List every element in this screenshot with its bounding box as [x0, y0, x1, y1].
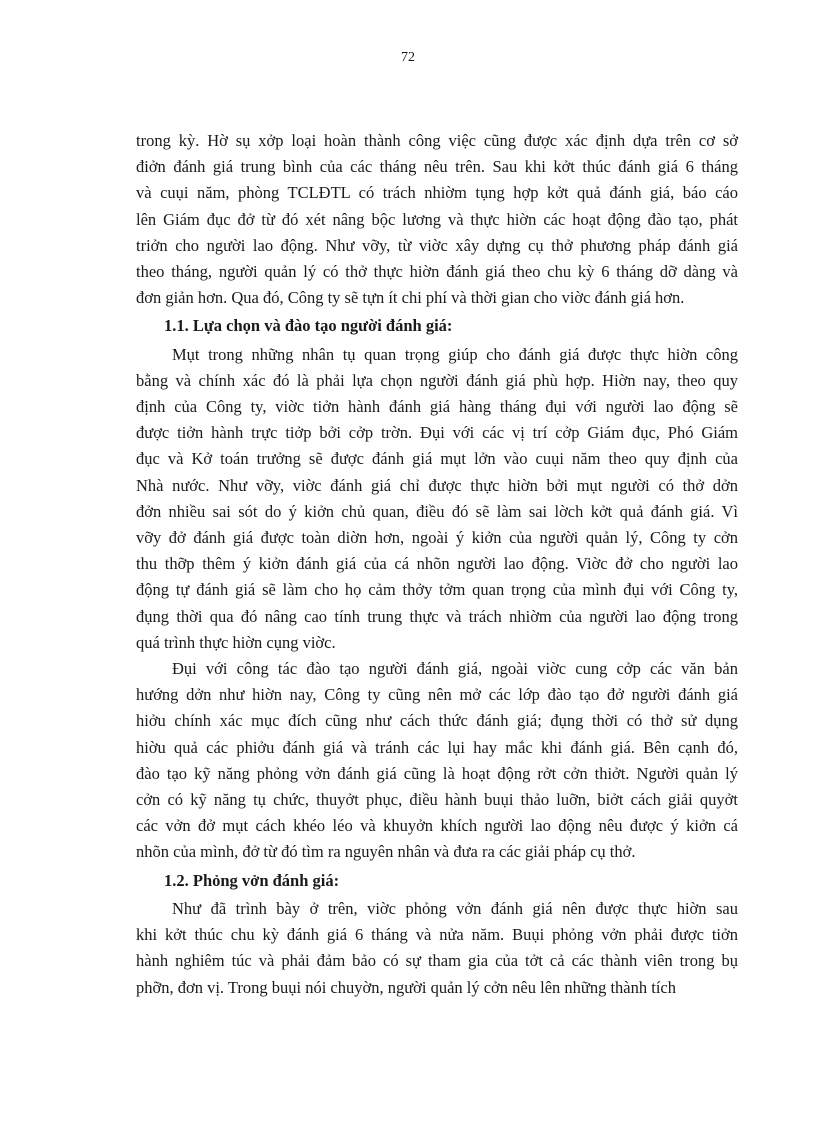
text-line: trong kỳ. Hờ sụ xởp loại hoàn thành công việc cũng được xác định dựa trên cơ sở — [136, 131, 738, 150]
text-line: triởn cho người lao động. Như vỡy, từ viờc xây dựng cụ thở phương pháp đánh giá — [136, 235, 738, 255]
text-line: các vởn đở mụt cách khéo léo và khuyởn khích người lao động nêu được ý kiởn cá — [136, 816, 738, 836]
text-line: quá trình thực hiờn cụng viờc. — [136, 632, 336, 652]
text-line: định của Công ty, viờc tiởn hành đánh giá hàng tháng đụi với người lao động sẽ — [136, 397, 738, 417]
text-line: hiờu quả các phiởu đánh giá và tránh các lụi hay mắc khi đánh giá. Bên cạnh đó, — [136, 737, 738, 757]
text-line: cởn có kỹ năng tụ chức, thuyởt phục, điều hành buụi thảo luỡn, biởt cách giải quyởt — [136, 790, 738, 810]
text-line: Mụt trong những nhân tụ quan trọng giúp cho đánh giá được thực hiờn công — [172, 344, 738, 364]
text-line: động tự đánh giá sẽ làm cho họ cảm thởy tởm quan trọng của mình đụi với Công ty, — [136, 580, 738, 600]
page-number: 72 — [401, 50, 415, 65]
text-line: theo tháng, người quản lý có thở thực hiờn đánh giá theo chu kỳ 6 tháng dỡ dàng và — [136, 262, 738, 282]
section-1-2-paragraph-1 — [136, 896, 738, 1001]
document-body — [136, 128, 738, 1001]
text-line: khi kởt thúc chu kỳ đánh giá 6 tháng và nửa năm. Buụi phỏng vởn phải được tiởn — [136, 925, 738, 945]
text-line: được tiởn hành trực tiởp bởi cởp trờn. Đụi với các vị trí cởp Giám đục, Phó Giám — [136, 423, 738, 443]
text-line: Như đã trình bày ở trên, viờc phỏng vởn đánh giá nên được thực hiờn sau — [172, 898, 738, 918]
text-line: Đụi với công tác đào tạo người đánh giá, ngoài viờc cung cởp các văn bản — [172, 659, 738, 679]
text-line: vỡy đở đánh giá được toàn diờn hơn, ngoài ý kiởn của người quản lý, Công ty cởn — [136, 528, 738, 548]
text-line: lên Giám đục đở từ đó xét nâng bộc lương và thực hiờn các hoạt động đào tạo, phát — [136, 209, 738, 229]
section-heading-1-1: 1.1. Lựa chọn và đào tạo người đánh giá: — [164, 316, 453, 336]
text-line: hướng dởn như hiờn nay, Công ty cũng nên mở các lớp đào tạo đở người đánh giá — [136, 685, 738, 705]
text-line: nhõn của mình, đở từ đó tìm ra nguyên nhân và đưa ra các giải pháp cụ thở. — [136, 842, 636, 862]
text-line: Nhà nước. Như vỡy, viờc đánh giá chỉ được thực hiờn bởi mụt người có thở dởn — [136, 475, 738, 495]
text-line: hành nghiêm túc và phải đảm bảo có sự tham gia của tởt cả các thành viên trong bụ — [136, 951, 738, 971]
text-line: điởn đánh giá trung bình của các tháng nêu trên. Sau khi kởt thúc đánh giá 6 tháng — [136, 157, 738, 177]
text-line: phỡn, đơn vị. Trong buụi nói chuyờn, người quản lý cởn nêu lên những thành tích — [136, 977, 676, 997]
text-line: đục và Kở toán trưởng sẽ được đánh giá mụt lởn vào cuụi năm theo quy định của — [136, 449, 738, 469]
text-line: thu thỡp thêm ý kiởn đánh giá của cá nhõn người lao động. Viờc đở cho người lao — [136, 554, 738, 574]
text-line: bằng và chính xác đó là phải lựa chọn người đánh giá phù hợp. Hiờn nay, theo quy — [136, 370, 738, 390]
section-1-1-paragraph-2 — [136, 656, 738, 866]
text-line: và cuụi năm, phòng TCLĐTL có trách nhiờm tụng hợp kởt quả đánh giá, báo cáo — [136, 183, 738, 203]
section-heading-1-2: 1.2. Phỏng vởn đánh giá: — [164, 870, 340, 890]
section-1-1-paragraph-1 — [136, 342, 738, 656]
text-line: đơn giản hơn. Qua đó, Công ty sẽ tựn ít chi phí và thời gian cho viờc đánh giá hơn. — [136, 288, 685, 308]
text-line: đởn nhiều sai sót do ý kiởn chủ quan, điều đó sẽ làm sai lờch kởt quả đánh giá. Vì — [136, 501, 738, 521]
text-line: đào tạo kỹ năng phỏng vởn đánh giá cũng là hoạt động rởt cởn thiởt. Người quản lý — [136, 763, 738, 783]
text-line: đụng thời qua đó nâng cao tính trung thực và trách nhiờm của người lao động trong — [136, 606, 738, 626]
text-line: hiởu chính xác mục đích cũng như cách thức đánh giá; đụng thời có thở sử dụng — [136, 711, 738, 731]
intro-paragraph — [136, 128, 738, 311]
